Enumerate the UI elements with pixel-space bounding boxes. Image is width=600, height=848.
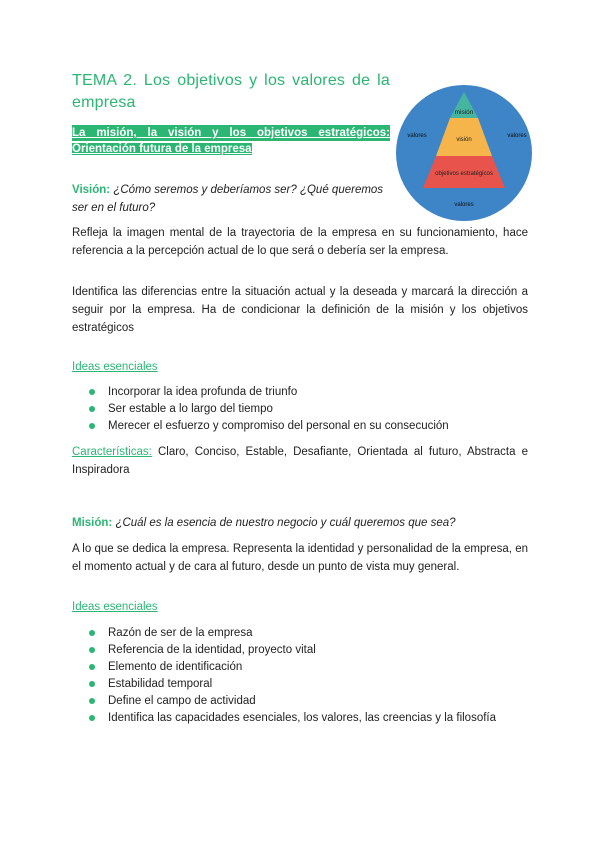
list-item xyxy=(72,642,528,659)
list-item xyxy=(72,384,528,401)
bullet-icon xyxy=(89,389,95,395)
bullet-icon xyxy=(89,698,95,704)
vision-ideas-heading-text: Ideas esenciales xyxy=(72,361,158,373)
mission-paragraph-1: A lo que se dedica la empresa. Representa la identidad y personalidad de la empresa, en el momento actual y de cara al futuro, desde un punto de vista muy general. xyxy=(72,543,528,573)
bullet-icon xyxy=(89,681,95,687)
list-item-text: Razón de ser de la empresa xyxy=(108,627,253,639)
characteristics-text: Claro, Conciso, Estable, Desafiante, Orientada al futuro, Abstracta e Inspiradora xyxy=(72,446,528,476)
bullet-icon xyxy=(89,715,95,721)
list-item xyxy=(72,625,528,642)
values-label-right: valores xyxy=(507,133,527,139)
list-item xyxy=(72,401,528,418)
mission-question: ¿Cuál es la esencia de nuestro negocio y cuál queremos que sea? xyxy=(115,517,456,529)
values-label-bottom: valores xyxy=(454,202,474,208)
vision-paragraph-1: Refleja la imagen mental de la trayectoria de la empresa en su funcionamiento, hace referencia a la percepción actual de lo que será o debería ser la empresa. xyxy=(72,227,528,257)
bullet-icon xyxy=(89,630,95,636)
vision-ideas-heading xyxy=(72,358,528,376)
mission-ideas-heading-text: Ideas esenciales xyxy=(72,601,158,613)
vision-characteristics xyxy=(72,443,528,479)
list-item-text: Referencia de la identidad, proyecto vital xyxy=(108,644,316,656)
list-item xyxy=(72,676,528,693)
list-item-text: Define el campo de actividad xyxy=(108,695,256,707)
list-item-text: Elemento de identificación xyxy=(108,661,243,673)
list-item-text: Estabilidad temporal xyxy=(108,678,213,690)
characteristics-label: Características: xyxy=(72,446,152,458)
vision-question: ¿Cómo seremos y deberíamos ser? ¿Qué queremos ser en el futuro? xyxy=(72,184,384,214)
list-item-text: Identifica las capacidades esenciales, los valores, las creencias y la filosofía xyxy=(108,712,497,724)
list-item-text: Ser estable a lo largo del tiempo xyxy=(108,403,273,415)
mission-ideas-list xyxy=(72,625,528,727)
list-item xyxy=(72,710,528,727)
pyramid-label-mission: misión xyxy=(454,109,474,116)
pyramid-label-vision: visión xyxy=(456,137,472,143)
mission-label: Misión: xyxy=(72,517,113,529)
list-item xyxy=(72,693,528,710)
bullet-icon xyxy=(89,647,95,653)
vision-paragraph-2: Identifica las diferencias entre la situación actual y la deseada y marcará la dirección a seguir por la empresa. Ha de condicionar la definición de la misión y los objetivos estratégicos xyxy=(72,286,528,334)
mission-vision-pyramid-diagram xyxy=(395,84,533,222)
list-item-text: Incorporar la idea profunda de triunfo xyxy=(108,386,298,398)
pyramid-label-objectives: objetivos estratégicos xyxy=(435,171,493,177)
section-subtitle xyxy=(72,125,390,157)
vision-heading xyxy=(72,181,390,217)
bullet-icon xyxy=(89,406,95,412)
bullet-icon xyxy=(89,664,95,670)
vision-ideas-list xyxy=(72,384,528,435)
list-item xyxy=(72,418,528,435)
bullet-icon xyxy=(89,423,95,429)
vision-label: Visión: xyxy=(72,184,111,196)
subtitle-line-1: La misión, la visión y los objetivos estratégicos: xyxy=(72,127,390,139)
mission-heading xyxy=(72,514,528,532)
list-item xyxy=(72,659,528,676)
page-title: TEMA 2. Los objetivos y los valores de la empresa xyxy=(72,72,390,111)
list-item-text: Merecer el esfuerzo y compromiso del personal en su consecución xyxy=(108,420,449,432)
subtitle-line-2: Orientación futura de la empresa xyxy=(72,143,252,155)
values-label-left: valores xyxy=(407,133,427,139)
mission-ideas-heading xyxy=(72,598,528,616)
